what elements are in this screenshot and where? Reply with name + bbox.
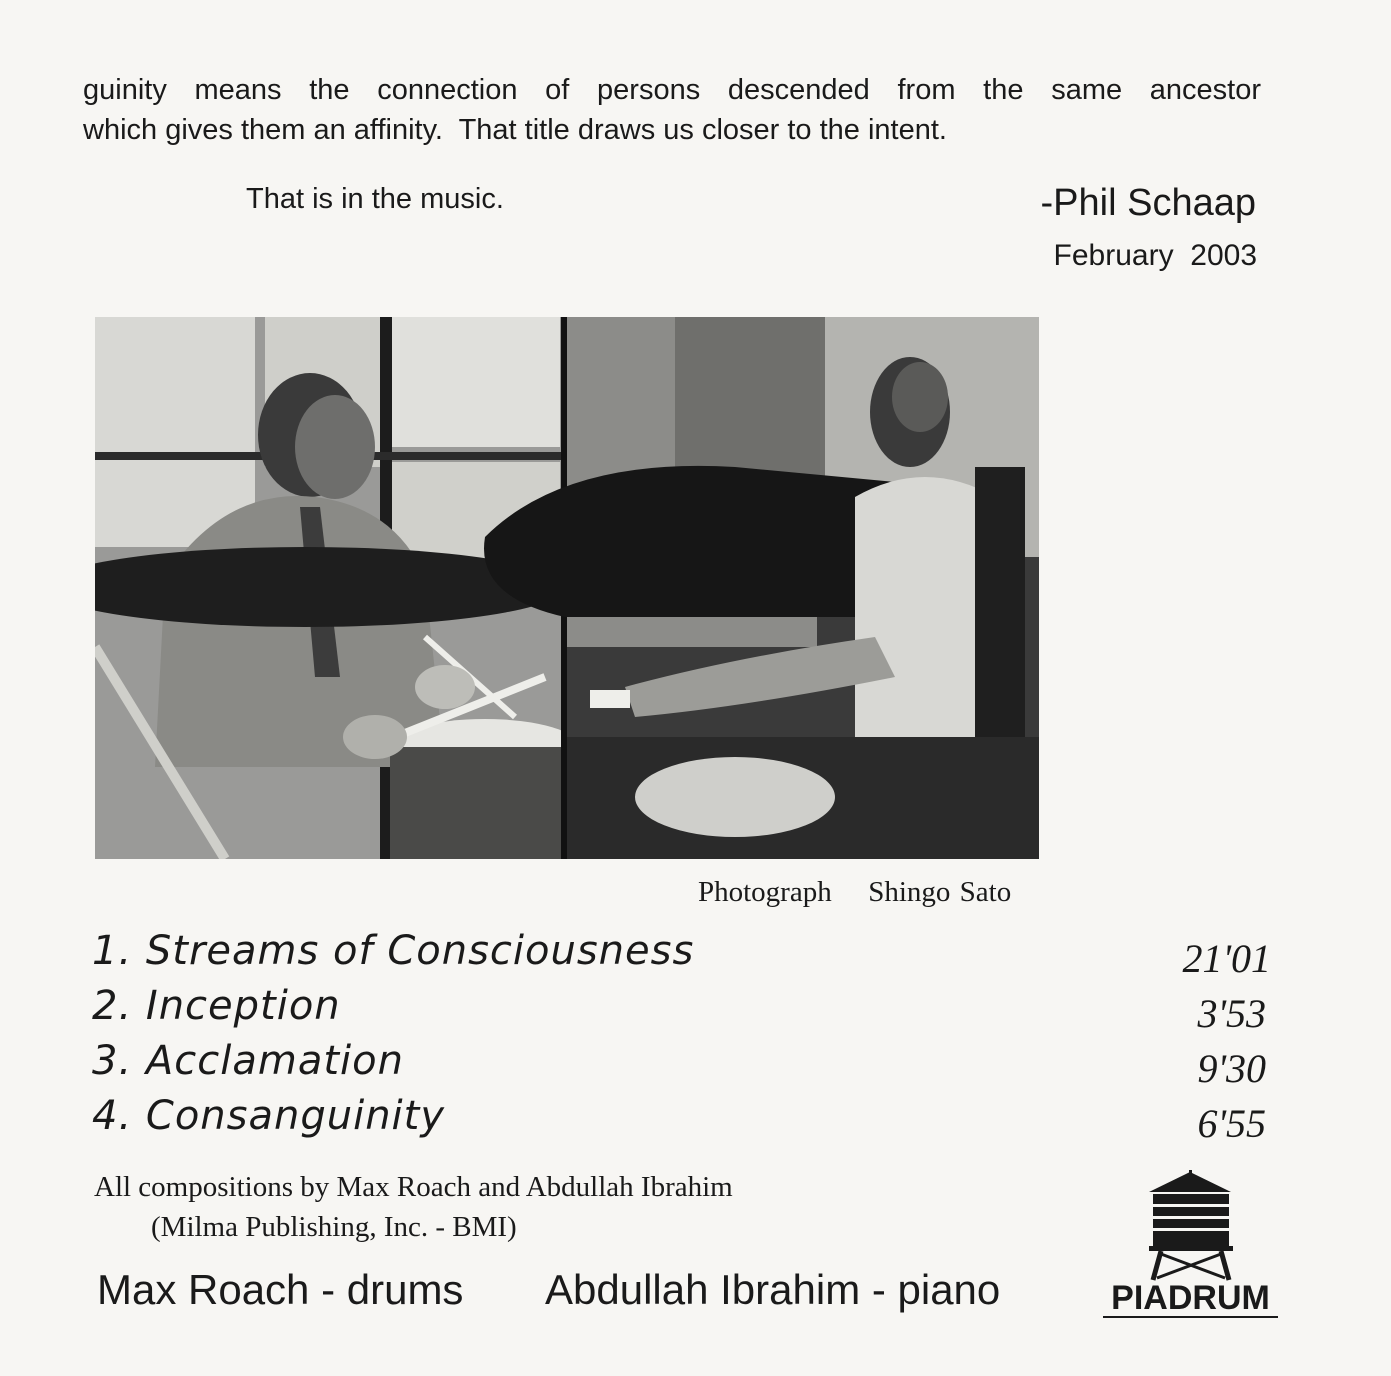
essay-paragraph — [83, 70, 1261, 150]
track-number: 4. — [92, 1093, 133, 1139]
publisher-credit: (Milma Publishing, Inc. - BMI) — [151, 1211, 517, 1243]
essay-word: guinity means — [83, 74, 282, 106]
photo-credit — [698, 876, 1011, 909]
musician-drums: Max Roach - drums — [97, 1266, 464, 1313]
essay-word: persons descended — [597, 74, 870, 106]
photo-credit-name: Shingo Sato — [868, 876, 1012, 908]
track-item — [92, 1038, 404, 1084]
compositions-credit: All compositions by Max Roach and Abdullah Ibrahim — [94, 1171, 733, 1203]
musician-piano: Abdullah Ibrahim - piano — [545, 1266, 1001, 1313]
essay-word: the connection of — [309, 74, 570, 106]
track-title: Consanguinity — [145, 1093, 446, 1139]
piadrum-logo — [1103, 1170, 1278, 1320]
track-duration: 3'53 — [1197, 991, 1266, 1036]
label-name: PIADRUM — [1103, 1280, 1278, 1318]
track-duration: 9'30 — [1197, 1046, 1266, 1091]
track-duration: 6'55 — [1197, 1101, 1266, 1146]
track-number: 1. — [92, 928, 133, 974]
track-duration: 21'01 — [1182, 936, 1271, 981]
track-item — [92, 928, 694, 974]
essay-word: the — [983, 74, 1024, 106]
essay-word: same — [1051, 74, 1123, 106]
essay-line-2: which gives them an affinity. That title draws us closer to the intent. — [83, 114, 947, 146]
essay-date: February 2003 — [1053, 239, 1257, 272]
water-tower-icon — [1103, 1170, 1278, 1282]
track-title: Streams of Consciousness — [145, 928, 695, 974]
track-title: Inception — [145, 983, 341, 1029]
musicians-photo — [95, 317, 1039, 859]
essay-closing: That is in the music. — [246, 183, 504, 215]
track-number: 3. — [92, 1038, 133, 1084]
photo-illustration — [95, 317, 1039, 859]
essay-word: from — [897, 74, 956, 106]
track-item — [92, 983, 341, 1029]
photo-credit-label: Photograph — [698, 876, 832, 908]
essay-line-1 — [83, 70, 1261, 110]
track-title: Acclamation — [145, 1038, 404, 1084]
track-number: 2. — [92, 983, 133, 1029]
track-item — [92, 1093, 445, 1139]
essay-author: -Phil Schaap — [1040, 182, 1256, 224]
essay-word: ancestor — [1149, 74, 1262, 106]
